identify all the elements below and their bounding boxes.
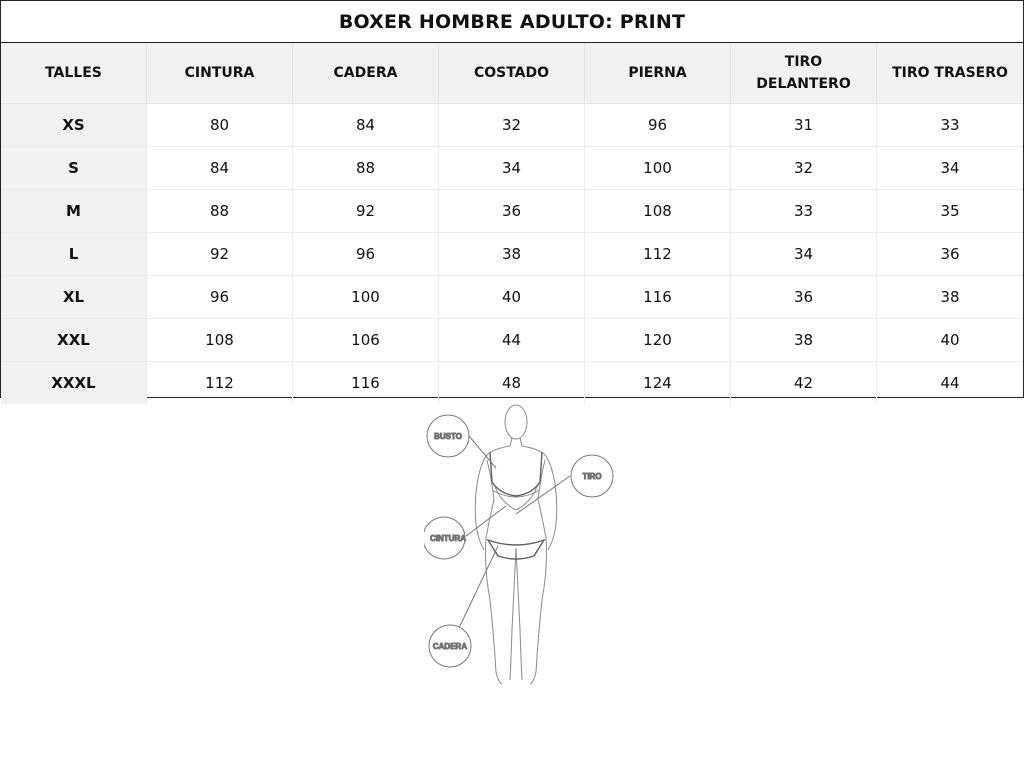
table-cell: 92 <box>293 190 439 232</box>
table-row <box>1 362 1023 404</box>
header-talles: TALLES <box>1 43 147 103</box>
table-cell: 84 <box>147 147 293 189</box>
table-cell: 96 <box>147 276 293 318</box>
cintura-label: CINTURA <box>430 534 466 543</box>
size-label: L <box>1 233 147 275</box>
measurement-callouts <box>424 415 613 667</box>
header-tiro-delantero: TIRO DELANTERO <box>731 43 877 103</box>
table-cell: 80 <box>147 104 293 146</box>
table-row <box>1 190 1023 233</box>
table-cell: 33 <box>940 116 960 134</box>
table-cell: 44 <box>940 374 960 392</box>
table-cell: 44 <box>439 319 585 361</box>
table-cell: 38 <box>731 319 877 361</box>
table-cell: 116 <box>585 276 731 318</box>
header-costado: COSTADO <box>439 43 585 103</box>
table-cell: 92 <box>147 233 293 275</box>
table-cell: 42 <box>731 362 877 404</box>
size-label: M <box>1 190 147 232</box>
table-cell: 124 <box>585 362 731 404</box>
table-cell: 100 <box>293 276 439 318</box>
table-cell: 96 <box>585 104 731 146</box>
table-cell: 88 <box>147 190 293 232</box>
size-label: XXXL <box>1 362 147 404</box>
table-title: BOXER HOMBRE ADULTO: PRINT <box>1 1 1023 43</box>
table-row <box>1 276 1023 319</box>
table-cell: 34 <box>439 147 585 189</box>
table-row <box>1 319 1023 362</box>
table-cell: 100 <box>585 147 731 189</box>
table-cell: 120 <box>585 319 731 361</box>
body-measurement-figure <box>424 400 620 690</box>
table-cell: 108 <box>147 319 293 361</box>
table-row <box>1 233 1023 276</box>
table-cell: 108 <box>585 190 731 232</box>
table-cell: 48 <box>439 362 585 404</box>
table-cell: 96 <box>293 233 439 275</box>
table-cell: 31 <box>731 104 877 146</box>
tiro-leader-line <box>516 476 570 514</box>
table-cell: 106 <box>293 319 439 361</box>
table-header-row <box>1 43 1023 104</box>
table-cell: 38 <box>940 288 960 306</box>
size-label: S <box>1 147 147 189</box>
header-tiro-trasero: TIRO TRASERO <box>892 65 1008 81</box>
cadera-label: CADERA <box>432 642 468 651</box>
busto-label: BUSTO <box>434 432 462 441</box>
table-cell: 34 <box>731 233 877 275</box>
table-cell: 35 <box>940 202 960 220</box>
header-cadera: CADERA <box>293 43 439 103</box>
table-cell: 32 <box>439 104 585 146</box>
header-cintura: CINTURA <box>147 43 293 103</box>
table-cell: 36 <box>439 190 585 232</box>
table-cell: 32 <box>731 147 877 189</box>
header-pierna: PIERNA <box>585 43 731 103</box>
table-cell: 33 <box>731 190 877 232</box>
table-cell: 36 <box>731 276 877 318</box>
table-cell: 88 <box>293 147 439 189</box>
table-cell: 36 <box>940 245 960 263</box>
table-cell: 112 <box>147 362 293 404</box>
table-cell: 40 <box>439 276 585 318</box>
size-label: XL <box>1 276 147 318</box>
tiro-label: TIRO <box>582 472 602 481</box>
table-cell: 38 <box>439 233 585 275</box>
table-row <box>1 104 1023 147</box>
garment-outline <box>488 452 544 559</box>
size-label: XS <box>1 104 147 146</box>
table-cell: 34 <box>940 159 960 177</box>
table-cell: 84 <box>293 104 439 146</box>
size-label: XXL <box>1 319 147 361</box>
body-outline-svg <box>424 400 620 690</box>
table-cell: 40 <box>940 331 960 349</box>
cintura-leader-line <box>466 506 506 536</box>
table-row <box>1 147 1023 190</box>
table-cell: 112 <box>585 233 731 275</box>
table-cell: 116 <box>293 362 439 404</box>
